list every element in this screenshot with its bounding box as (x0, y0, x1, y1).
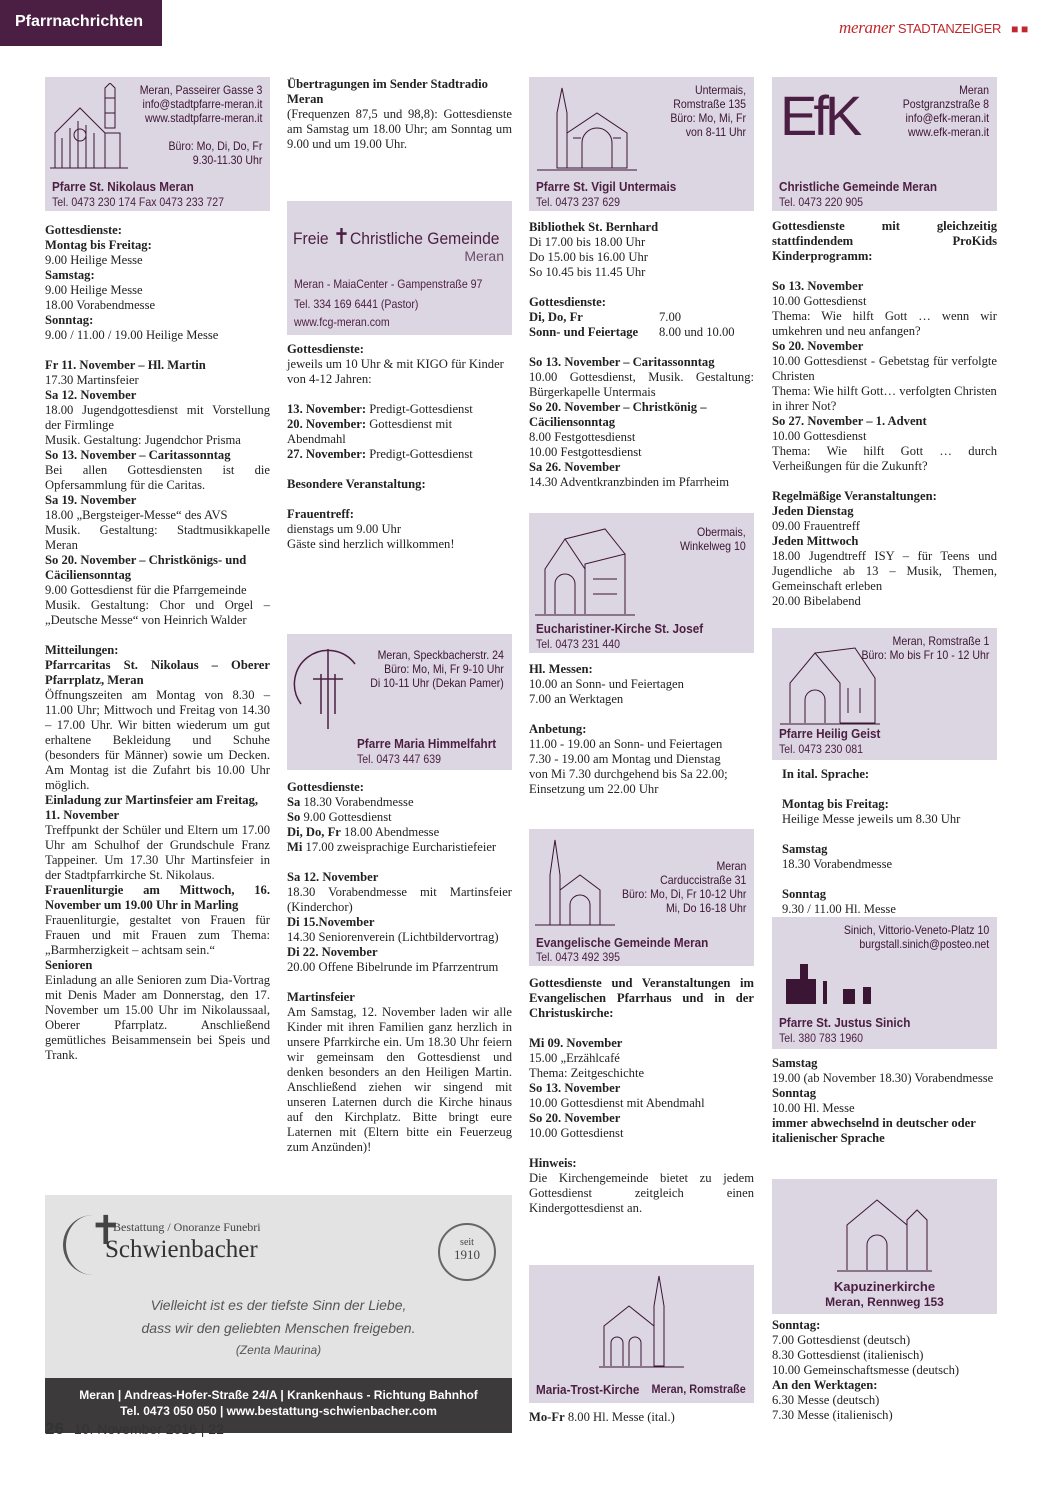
stadtradio-text (287, 77, 512, 152)
church-drawing (778, 959, 888, 1009)
funeral-ad (45, 1195, 512, 1433)
text-line: 9.00 Gottesdienst für die Pfarrgemeinde (45, 583, 247, 597)
text-line: Anbetung: (529, 722, 587, 736)
text-line: Samstag (782, 842, 828, 856)
josef-title: Eucharistiner-Kirche St. Josef (536, 621, 704, 636)
spacer (287, 975, 512, 990)
text-line: Einsetzung um 22.00 Uhr (529, 782, 659, 796)
efk-tel: Tel. 0473 220 905 (779, 195, 863, 209)
text-line: Di, Do, Fr 18.00 Abendmesse (287, 825, 440, 839)
text-line: So 20. November (529, 1111, 621, 1125)
fcg-text (287, 342, 512, 552)
spacer (45, 343, 270, 358)
spacer (529, 1021, 754, 1036)
text-line: In ital. Sprache: (782, 767, 870, 781)
text-line: An den Werktagen: (772, 1378, 878, 1392)
text-line: jeweils um 10 Uhr & mit KIGO für Kinder von 4-12 Jahren: (287, 357, 504, 386)
text-line: Do 15.00 bis 16.00 Uhr (529, 250, 648, 264)
text-line: So 10.45 bis 11.45 Uhr (529, 265, 646, 279)
fcg-web: www.fcg-meran.com (294, 315, 390, 329)
spacer (287, 855, 512, 870)
mariatrost-text (529, 1410, 754, 1425)
text-line: Gottesdienste: (529, 295, 606, 309)
text-line: Hinweis: (529, 1156, 577, 1170)
evang-box (529, 829, 754, 966)
text-line: Jeden Dienstag (772, 504, 854, 518)
geist-address: Meran, Romstraße 1 Büro: Mo bis Fr 10 - 12 Uhr (861, 634, 989, 662)
church-drawing (837, 1185, 932, 1275)
text-line: Sa 12. November (287, 870, 379, 884)
text-line: 20. November: Gottesdienst mit Abendmahl (287, 417, 453, 446)
spacer (287, 462, 512, 477)
text-line: Sonntag: (45, 313, 94, 327)
church-drawing (537, 83, 637, 178)
text-line: Einladung an alle Senioren zum Dia-Vortrag mit Denis Mader am Donnerstag, den 17. November um 15.00 Uhr im Nikolaussaal, Oberer Pfarrplatz. Anschließend gemütliches Beisammensein bei Speis und Trank. (45, 973, 270, 1062)
text-line: (Frequenzen 87,5 und 98,8): Gottesdienste am Samstag um 18.00 Uhr; am Sonntag um 9.00 und um 19.00 Uhr. (287, 107, 512, 151)
vigil-tel: Tel. 0473 237 629 (536, 195, 620, 209)
spacer (782, 872, 997, 887)
text-line: Treffpunkt der Schüler und Eltern um 17.00 Uhr am Schulhof der Grundschule Franz Tappeiner. Um 17.30 Uhr Martinsfeier in der Stadtpfarrkirche St. Nikolaus. (45, 823, 270, 882)
text-line: So 27. November – 1. Advent (772, 414, 927, 428)
masthead-dots: ■ ■ (1011, 22, 1028, 36)
text-line: Sonntag (772, 1086, 817, 1100)
spacer (529, 707, 754, 722)
text-line: 13. November: Predigt-Gottesdienst (287, 402, 473, 416)
text-line: 14.30 Seniorenverein (Lichtbildervortrag) (287, 930, 499, 944)
fcg-address: Meran - MaiaCenter - Gampenstraße 97 (294, 277, 483, 291)
ad-label: Bestattung / Onoranze Funebri (113, 1220, 261, 1234)
text-line: So 20. November (772, 339, 864, 353)
spacer (772, 474, 997, 489)
spacer (287, 492, 512, 507)
text-line: 20.00 Offene Bibelrunde im Pfarrzentrum (287, 960, 499, 974)
text-line: Samstag (772, 1056, 818, 1070)
page-number: 26 (45, 1419, 64, 1438)
text-line: Hl. Messen: (529, 662, 593, 676)
text-line: Am Samstag, 12. November laden wir alle Kinder mit ihren Familien ganz herzlich in unsere Pfarrkirche ein. Um 18.30 Uhr feiern wir gemeinsam den Gottesdienst und denken besonders an den Heiligen Martin. Anschließend ziehen wir singend mit unseren Laternen durch die Kirche hinaus auf den Kirchplatz. Bitte bringt eure Laternen mit (Eltern bitte ein Feuerzeug zum Anzünden)! (287, 1005, 512, 1154)
mariatrost-place: Meran, Romstraße (651, 1382, 746, 1396)
text-line: 20.00 Bibelabend (772, 594, 861, 608)
fcg-tel: Tel. 334 169 6441 (Pastor) (294, 297, 419, 311)
geist-box (772, 628, 997, 760)
text-line: Di, Do, Fr 7.00 (529, 310, 682, 324)
cross-logo (293, 644, 363, 734)
efk-title: Christliche Gemeinde Meran (779, 179, 938, 194)
text-line: Gottesdienste und Veranstaltungen im Evangelischen Pfarrhaus und in der Christuskirche: (529, 976, 754, 1020)
text-line: 09.00 Frauentreff (772, 519, 860, 533)
text-line: So 13. November (772, 279, 864, 293)
church-drawing (535, 835, 615, 930)
text-line: Di 17.00 bis 18.00 Uhr (529, 235, 646, 249)
vigil-title: Pfarre St. Vigil Untermais (536, 179, 677, 194)
nikolaus-box (45, 77, 270, 211)
text-line: 10.00 an Sonn- und Feiertagen (529, 677, 684, 691)
geist-tel: Tel. 0473 230 081 (779, 742, 863, 756)
mariatrost-box (529, 1265, 754, 1403)
text-line: Mi 09. November (529, 1036, 623, 1050)
text-line: 18.30 Vorabendmesse (782, 857, 893, 871)
geist-text (782, 767, 997, 917)
text-line: Bibliothek St. Bernhard (529, 220, 659, 234)
text-line: 10.00 Gottesdienst, Musik. Gestaltung: Bürgerkapelle Untermais (529, 370, 754, 399)
masthead (839, 20, 1028, 37)
kapuziner-text (772, 1318, 997, 1423)
evang-address: Meran Carduccistraße 31 Büro: Mo, Di, Fr 10-12 Uhr Mi, Do 16-18 Uhr (621, 859, 746, 915)
text-line: Musik. Gestaltung: Jugendchor Prisma (45, 433, 241, 447)
text-line: Frauentreff: (287, 507, 354, 521)
efk-logo: EfK (780, 84, 859, 147)
text-line: Öffnungszeiten am Montag von 8.30 – 11.00 Uhr; Mittwoch und Freitag von 14.30 – 17.00 Uhr. Wir bitten wiederum um gut erhaltene Bekleidung und Schuhe (besonders für Männer) sowie um Decken. Am Montag ist die Zufahrt bis 10.00 Uhr möglich. (45, 688, 270, 792)
text-line: Besondere Veranstaltung: (287, 477, 426, 491)
text-line: 27. November: Predigt-Gottesdienst (287, 447, 473, 461)
fcg-box (287, 201, 512, 335)
text-line: Sa 19. November (45, 493, 137, 507)
kapuziner-box (772, 1179, 997, 1314)
spacer (529, 340, 754, 355)
text-line: Mi 17.00 zweisprachige Eurcharistiefeier (287, 840, 497, 854)
text-line: 10.00 Festgottesdienst (529, 445, 642, 459)
text-line: 7.00 an Werktagen (529, 692, 624, 706)
text-line: 18.30 Vorabendmesse mit Martinsfeier (Kinderchor) (287, 885, 512, 914)
josef-address: Obermais, Winkelweg 10 (680, 525, 746, 553)
text-line: 18.00 Jugendgottesdienst mit Vorstellung der Firmlinge (45, 403, 270, 432)
text-line: 10.00 Gemeinschaftsmesse (deutsch) (772, 1363, 960, 1377)
text-line: 15.00 „Erzählcafé (529, 1051, 620, 1065)
text-line: 11.00 - 19.00 an Sonn- und Feiertagen (529, 737, 723, 751)
text-line: Thema: Zeitgeschichte (529, 1066, 645, 1080)
text-line: Regelmäßige Veranstaltungen: (772, 489, 937, 503)
text-line: 9.00 Heilige Messe (45, 253, 143, 267)
himmelfahrt-box (287, 634, 512, 770)
evang-title: Evangelische Gemeinde Meran (536, 935, 709, 950)
text-line: dienstags um 9.00 Uhr (287, 522, 402, 536)
text-line: Thema: Wie hilft Gott… verfolgten Christen in ihrer Not? (772, 384, 997, 413)
text-line: Thema: Wie hilft Gott … durch Verheißungen für die Zukunft? (772, 444, 997, 473)
text-line: Gottesdienste mit gleichzeitig stattfindendem ProKids Kinderprogramm: (772, 219, 997, 263)
text-line: So 20. November – Christkönigs- und Cäciliensonntag (45, 553, 247, 582)
text-line: Jeden Mittwoch (772, 534, 859, 548)
issue-date: 10. November 2016 | 22 (73, 1421, 224, 1437)
text-line: Mitteilungen: (45, 643, 119, 657)
justus-title: Pfarre St. Justus Sinich (779, 1015, 911, 1030)
page-footer (45, 1421, 224, 1437)
brand: meraner (839, 18, 895, 37)
text-line: Sa 18.30 Vorabendmesse (287, 795, 414, 809)
text-line: 9.30 / 11.00 Hl. Messe (782, 902, 896, 916)
text-line: Gäste sind herzlich willkommen! (287, 537, 455, 551)
ad-quote-2: dass wir den geliebten Menschen freigeben. (141, 1320, 416, 1336)
spacer (772, 264, 997, 279)
text-line: Mo-Fr 8.00 Hl. Messe (ital.) (529, 1410, 675, 1424)
text-line: So 13. November – Caritassonntag (529, 355, 715, 369)
vigil-address: Untermais, Romstraße 135 Büro: Mo, Mi, Fr von 8-11 Uhr (670, 83, 746, 139)
josef-text (529, 662, 754, 797)
spacer (45, 628, 270, 643)
ad-author: (Zenta Maurina) (235, 1343, 322, 1357)
himmelfahrt-address: Meran, Speckbacherstr. 24 Büro: Mo, Mi, Fr 9-10 Uhr Di 10-11 Uhr (Dekan Pamer) (370, 648, 504, 690)
text-line: Die Kirchengemeinde bietet zu jedem Gottesdienst zeitgleich einen Kindergottesdienst an. (529, 1171, 754, 1215)
text-line: 8.30 Gottesdienst (italienisch) (772, 1348, 924, 1362)
ad-quote-1: Vielleicht ist es der tiefste Sinn der Liebe, (150, 1297, 407, 1313)
text-line: immer abwechselnd in deutscher oder italienischer Sprache (772, 1116, 976, 1145)
ad-name: Schwienbacher (105, 1236, 258, 1263)
josef-box (529, 513, 754, 653)
text-line: Montag bis Freitag: (782, 797, 889, 811)
nikolaus-text (45, 223, 270, 1063)
text-line: 19.00 (ab November 18.30) Vorabendmesse (772, 1071, 994, 1085)
geist-title: Pfarre Heilig Geist (779, 726, 881, 741)
kapuziner-place: Meran, Rennweg 153 (825, 1295, 944, 1309)
text-line: Samstag: (45, 268, 95, 282)
ad-seal: seit 1910 (438, 1223, 496, 1281)
text-line: Bei allen Gottesdiensten ist die Opfersammlung für die Caritas. (45, 463, 270, 492)
text-line: Fr 11. November – Hl. Martin (45, 358, 206, 372)
text-line: Einladung zur Martinsfeier am Freitag, 11. November (45, 793, 259, 822)
justus-box (772, 917, 997, 1049)
text-line: Übertragungen im Sender Stadtradio Meran (287, 77, 488, 106)
himmelfahrt-tel: Tel. 0473 447 639 (357, 752, 441, 766)
spacer (287, 387, 512, 402)
spacer (529, 1141, 754, 1156)
church-drawing (50, 83, 128, 173)
subbrand: STADTANZEIGER (897, 21, 1002, 36)
text-line: So 20. November – Christkönig – Cäciliensonntag (529, 400, 707, 429)
text-line: Di 22. November (287, 945, 378, 959)
text-line: Frauenliturgie am Mittwoch, 16. November um 19.00 Uhr in Marling (45, 883, 270, 912)
text-line: Musik. Gestaltung: Stadtmusikkapelle Meran (45, 523, 270, 552)
text-line: Sa 26. November (529, 460, 621, 474)
text-line: 18.00 Vorabendmesse (45, 298, 156, 312)
ad-strip: Meran | Andreas-Hofer-Straße 24/A | Krankenhaus - Richtung Bahnhof Tel. 0473 050 050 | www.bestattung-schwienbacher.com (45, 1378, 512, 1433)
text-line: Gottesdienste: (287, 342, 364, 356)
church-drawing (535, 519, 635, 617)
kapuziner-title: Kapuzinerkirche (833, 1279, 936, 1294)
text-line: Sonn- und Feiertage 8.00 und 10.00 (529, 325, 735, 339)
justus-text (772, 1056, 997, 1146)
text-line: Thema: Wie hilft Gott … wenn wir umkehren und neu anfangen? (772, 309, 997, 338)
text-line: So 13. November (529, 1081, 621, 1095)
text-line: 6.30 Messe (deutsch) (772, 1393, 880, 1407)
text-line: 10.00 Gottesdienst mit Abendmahl (529, 1096, 705, 1110)
vigil-text (529, 220, 754, 490)
text-line: von Mi 7.30 durchgehend bis Sa 22.00; (529, 767, 728, 781)
spacer (782, 782, 997, 797)
efk-text (772, 219, 997, 609)
fcg-logo-city: Meran (464, 248, 504, 264)
mariatrost-title: Maria-Trost-Kirche (536, 1382, 640, 1397)
justus-tel: Tel. 380 783 1960 (779, 1031, 863, 1045)
text-line: Frauenliturgie, gestaltet von Frauen für Frauen und mit Frauen zum Thema: „Barmherzigkeit – achtsam sein.“ (45, 913, 270, 957)
himmelfahrt-title: Pfarre Maria Himmelfahrt (357, 736, 497, 751)
ad-cross: ✝ (89, 1208, 123, 1253)
text-line: 7.30 Messe (italienisch) (772, 1408, 893, 1422)
josef-tel: Tel. 0473 231 440 (536, 637, 620, 651)
text-line: 10.00 Gottesdienst (772, 294, 867, 308)
text-line: 18.00 „Bergsteiger-Messe“ des AVS (45, 508, 228, 522)
text-line: Martinsfeier (287, 990, 355, 1004)
text-line: 10.00 Gottesdienst (529, 1126, 624, 1140)
text-line: 10.00 Gottesdienst - Gebetstag für verfolgte Christen (772, 354, 997, 383)
text-line: Montag bis Freitag: (45, 238, 152, 252)
nikolaus-tel: Tel. 0473 230 174 Fax 0473 233 727 (52, 195, 225, 209)
text-line: 9.00 Heilige Messe (45, 283, 143, 297)
text-line: Gottesdienste: (45, 223, 122, 237)
section-tab: Pfarrnachrichten (0, 0, 162, 46)
church-drawing (599, 1271, 684, 1371)
text-line: So 9.00 Gottesdienst (287, 810, 392, 824)
text-line: 17.30 Martinsfeier (45, 373, 139, 387)
text-line: Sonntag (782, 887, 827, 901)
fcg-logo: Freie ✝Christliche Gemeinde (293, 224, 500, 249)
text-line: Senioren (45, 958, 93, 972)
vigil-box (529, 77, 754, 211)
text-line: Heilige Messe jeweils um 8.30 Uhr (782, 812, 961, 826)
text-line: 10.00 Hl. Messe (772, 1101, 855, 1115)
text-line: Di 15.November (287, 915, 375, 929)
text-line: 18.00 Jugendtreff ISY – für Teens und Jugendliche ab 13 – Musik, Themen, Gemeinschaft erleben (772, 549, 997, 593)
text-line: 7.00 Gottesdienst (deutsch) (772, 1333, 911, 1347)
text-line: 8.00 Festgottesdienst (529, 430, 636, 444)
text-line: Musik. Gestaltung: Chor und Orgel – „Deutsche Messe“ von Heinrich Walder (45, 598, 270, 627)
spacer (529, 280, 754, 295)
justus-address: Sinich, Vittorio-Veneto-Platz 10 burgstall.sinich@posteo.net (843, 923, 989, 951)
evang-tel: Tel. 0473 492 395 (536, 950, 620, 964)
efk-address: Meran Postgranzstraße 8 info@efk-meran.it www.efk-meran.it (902, 83, 989, 139)
text-line: Sa 12. November (45, 388, 137, 402)
text-line: 7.30 - 19.00 am Montag und Dienstag (529, 752, 721, 766)
evang-text (529, 976, 754, 1216)
text-line: Pfarrcaritas St. Nikolaus – Oberer Pfarrplatz, Meran (45, 658, 270, 687)
efk-box (772, 77, 997, 211)
text-line: 10.00 Gottesdienst (772, 429, 867, 443)
text-line: 9.00 / 11.00 / 19.00 Heilige Messe (45, 328, 219, 342)
text-line: Gottesdienste: (287, 780, 364, 794)
text-line: So 13. November – Caritassonntag (45, 448, 231, 462)
nikolaus-title: Pfarre St. Nikolaus Meran (52, 179, 194, 194)
spacer (782, 827, 997, 842)
text-line: Sonntag: (772, 1318, 821, 1332)
nikolaus-address: Meran, Passeirer Gasse 3 info@stadtpfarre-meran.it www.stadtpfarre-meran.it Büro: Mo, Di, Do, Fr 9.30-11.30 Uhr (139, 83, 262, 167)
text-line: 14.30 Adventkranzbinden im Pfarrheim (529, 475, 730, 489)
himmelfahrt-text (287, 780, 512, 1155)
